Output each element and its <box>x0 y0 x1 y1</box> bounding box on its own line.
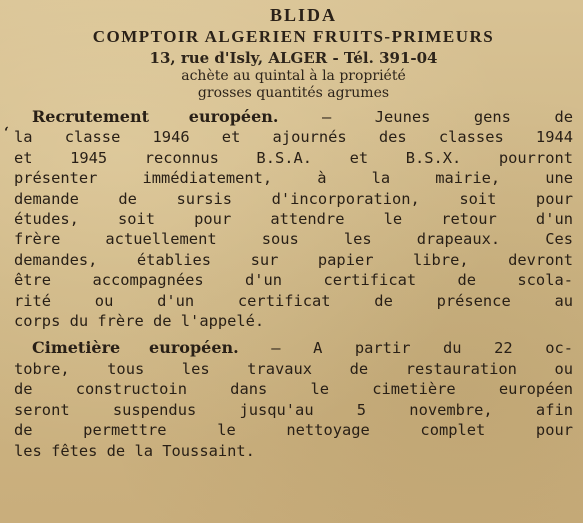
ad-line-2: grosses quantités agrumes <box>197 85 390 101</box>
print-mark: ‘ <box>4 125 9 141</box>
article-line: études, soit pour attendre le retour d'un <box>14 210 573 229</box>
article-line: de permettre le nettoyage complet pour <box>14 421 573 440</box>
article-first-line <box>14 107 573 127</box>
article-heading: Cimetière européen. <box>32 338 239 358</box>
article-line: demandes, établies sur papier libre, devront <box>14 250 573 269</box>
article-line: — A partir du 22 oc- <box>238 339 573 358</box>
article-cimetiere <box>14 338 573 460</box>
article-first-line <box>14 338 573 358</box>
article-line: et 1945 reconnus B.S.A. et B.S.X. pourront <box>14 148 573 167</box>
article-line: de constructoin dans le cimetière européen <box>14 380 573 399</box>
article-line: rité ou d'un certificat de présence au <box>14 291 573 310</box>
article-line: seront suspendus jusqu'au 5 novembre, afin <box>14 400 573 419</box>
city-heading: BLIDA <box>269 5 337 25</box>
article-line: corps du frère de l'appelé. <box>14 312 265 331</box>
ad-address: 13, rue d'Isly, ALGER - Tél. 391-04 <box>149 49 438 67</box>
article-line: la classe 1946 et ajournés des classes 1944 <box>14 128 573 147</box>
article-line: frère actuellement sous les drapeaux. Ces <box>14 230 573 249</box>
article-line: présenter immédiatement, à la mairie, une <box>14 169 573 188</box>
article-line: demande de sursis d'incorporation, soit pour <box>14 189 573 208</box>
article-line: être accompagnées d'un certificat de scola- <box>14 271 573 290</box>
article-line: les fêtes de la Toussaint. <box>14 441 255 460</box>
ad-company-name: COMPTOIR ALGERIEN FRUITS-PRIMEURS <box>92 27 495 46</box>
article-line: tobre, tous les travaux de restauration ou <box>14 359 573 378</box>
article-heading: Recrutement européen. <box>32 107 279 126</box>
article-recrutement <box>14 107 573 331</box>
article-line: — Jeunes gens de <box>278 108 573 126</box>
ad-line-1: achète au quintal à la propriété <box>181 68 406 84</box>
